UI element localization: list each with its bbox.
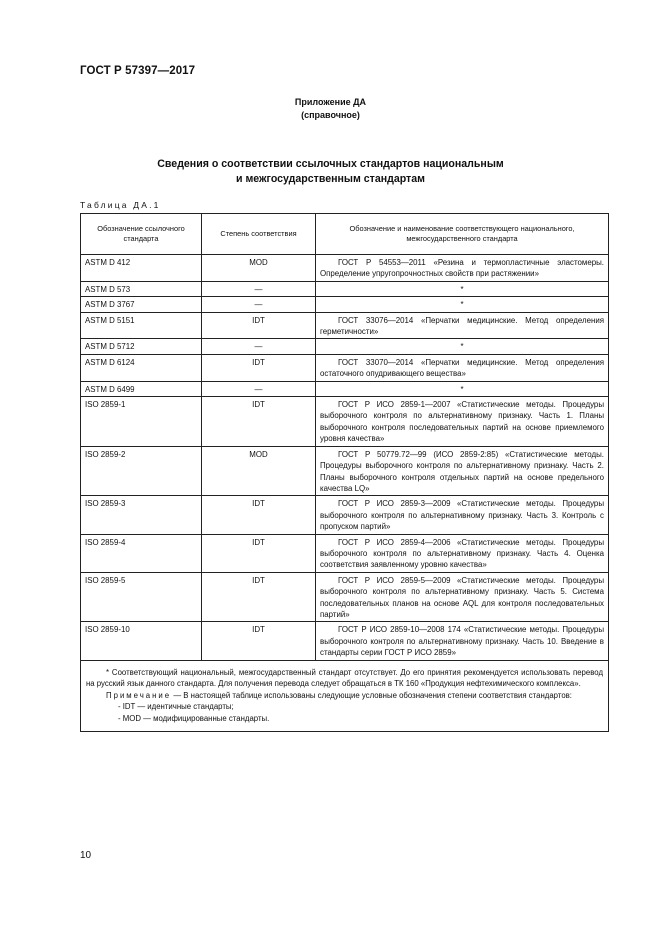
national-standard-cell <box>316 339 609 354</box>
table-row <box>81 397 609 447</box>
national-standard-cell <box>316 446 609 496</box>
degree-cell: IDT <box>202 496 316 534</box>
reference-standard-cell: ISO 2859-3 <box>81 496 202 534</box>
national-standard-cell <box>316 255 609 282</box>
degree-cell: IDT <box>202 354 316 381</box>
national-standard-text: ГОСТ Р 54553—2011 «Резина и термопластичные эластомеры. Определение упругопрочностных свойств при растяжении» <box>320 258 604 279</box>
degree-cell: IDT <box>202 312 316 339</box>
heading-line-2: и межгосударственным стандартам <box>236 173 425 185</box>
national-standard-cell <box>316 496 609 534</box>
table-row <box>81 496 609 534</box>
national-standard-cell <box>316 297 609 312</box>
degree-cell: — <box>202 339 316 354</box>
footnote: * Соответствующий национальный, межгосударственный стандарт отсутствует. До его принятия рекомендуется использовать перевод на русский язык данного стандарта. Для получения перевода следует обращаться в ТК 160 «Продукция нефтехимического комплекса». <box>86 667 603 689</box>
reference-standard-cell: ASTM D 5151 <box>81 312 202 339</box>
reference-standard-cell: ASTM D 412 <box>81 255 202 282</box>
note-item: - IDT — идентичные стандарты; <box>118 702 234 712</box>
national-standard-cell <box>316 354 609 381</box>
reference-standard-cell: ISO 2859-10 <box>81 622 202 660</box>
national-standard-text: ГОСТ Р ИСО 2859-1—2007 «Статистические методы. Процедуры выборочного контроля по альтернативному признаку. Часть 1. Планы выборочного контроля последовательных партий на основе приемлемого уровня качества» <box>320 400 604 444</box>
degree-cell: IDT <box>202 534 316 572</box>
table-row <box>81 339 609 354</box>
national-standard-text: ГОСТ Р 50779.72—99 (ИСО 2859-2:85) «Статистические методы. Процедуры выборочного контроля по альтернативному признаку. Часть 2. Планы выборочного контроля отдельных партий на основе предельного качества LQ» <box>320 449 604 493</box>
column-header-degree: Степень соответствия <box>202 214 316 255</box>
reference-standard-cell: ISO 2859-2 <box>81 446 202 496</box>
reference-standard-cell: ASTM D 3767 <box>81 297 202 312</box>
table-row <box>81 297 609 312</box>
national-standard-cell <box>316 572 609 622</box>
degree-cell: IDT <box>202 622 316 660</box>
table-row <box>81 281 609 296</box>
national-standard-text: * <box>460 342 464 352</box>
national-standard-cell <box>316 534 609 572</box>
reference-standard-cell: ISO 2859-4 <box>81 534 202 572</box>
reference-standard-cell: ASTM D 6499 <box>81 381 202 396</box>
national-standard-text: ГОСТ 33076—2014 «Перчатки медицинские. Метод определения герметичности» <box>320 315 604 337</box>
table-row <box>81 255 609 282</box>
national-standard-cell <box>316 281 609 296</box>
degree-cell: MOD <box>202 446 316 496</box>
national-standard-text: ГОСТ 33070—2014 «Перчатки медицинские. Метод определения остаточного опудривающего вещества» <box>320 357 604 379</box>
national-standard-text: * <box>460 300 464 310</box>
table-notes-cell <box>81 660 609 731</box>
column-header-reference: Обозначение ссылочного стандарта <box>81 214 202 255</box>
page-number: 10 <box>80 850 92 861</box>
annex-header <box>0 96 661 122</box>
national-standard-text: ГОСТ Р ИСО 2859-5—2009 «Статистические методы. Процедуры выборочного контроля по альтернативному признаку. Часть 5. Система последовательных планов на основе AQL для контроля последовательных партий» <box>320 575 604 619</box>
degree-cell: — <box>202 281 316 296</box>
table-row <box>81 534 609 572</box>
national-standard-text: ГОСТ Р ИСО 2859-3—2009 «Статистические методы. Процедуры выборочного контроля по альтернативному признаку. Часть 3. Контроль с пропуском партий» <box>320 499 604 532</box>
reference-standard-cell: ISO 2859-5 <box>81 572 202 622</box>
degree-cell: IDT <box>202 572 316 622</box>
section-heading <box>0 157 661 187</box>
table-notes-row <box>81 660 609 731</box>
reference-standard-cell: ASTM D 6124 <box>81 354 202 381</box>
correspondence-table <box>80 213 609 732</box>
table-row <box>81 572 609 622</box>
note-text: — В настоящей таблице использованы следующие условные обозначения степени соответствия стандартов: <box>173 690 572 700</box>
national-standard-text: ГОСТ Р ИСО 2859-4—2006 «Статистические методы. Процедуры выборочного контроля по альтернативному признаку. Часть 4. Оценка соответствия заявленному уровню качества» <box>320 537 604 570</box>
national-standard-text: * <box>460 284 464 294</box>
national-standard-text: * <box>460 384 464 394</box>
table-row <box>81 381 609 396</box>
table-label: Таблица ДА.1 <box>80 200 161 210</box>
table-row <box>81 354 609 381</box>
table-row <box>81 622 609 660</box>
annex-title: Приложение ДА <box>294 97 367 107</box>
reference-standard-cell: ASTM D 5712 <box>81 339 202 354</box>
national-standard-text: ГОСТ Р ИСО 2859-10—2008 174 «Статистические методы. Процедуры выборочного контроля по альтернативному признаку. Часть 10. Введение в стандарты серии ГОСТ Р ИСО 2859» <box>320 625 604 658</box>
reference-standard-cell: ISO 2859-1 <box>81 397 202 447</box>
degree-cell: MOD <box>202 255 316 282</box>
national-standard-cell <box>316 312 609 339</box>
heading-line-1: Сведения о соответствии ссылочных стандартов национальным <box>157 158 504 170</box>
annex-subtitle: (справочное) <box>301 110 360 120</box>
degree-cell: IDT <box>202 397 316 447</box>
table-header-row <box>81 214 609 255</box>
degree-cell: — <box>202 381 316 396</box>
note-item: - MOD — модифицированные стандарты. <box>118 713 270 723</box>
national-standard-cell <box>316 381 609 396</box>
note-label: Примечание <box>106 690 172 700</box>
column-header-national: Обозначение и наименование соответствующего национального, межгосударственного стандарта <box>316 214 609 255</box>
national-standard-cell <box>316 397 609 447</box>
national-standard-cell <box>316 622 609 660</box>
document-code: ГОСТ Р 57397—2017 <box>80 65 196 77</box>
table-row <box>81 312 609 339</box>
reference-standard-cell: ASTM D 573 <box>81 281 202 296</box>
table-body <box>81 255 609 732</box>
degree-cell: — <box>202 297 316 312</box>
note <box>86 690 603 702</box>
table-row <box>81 446 609 496</box>
